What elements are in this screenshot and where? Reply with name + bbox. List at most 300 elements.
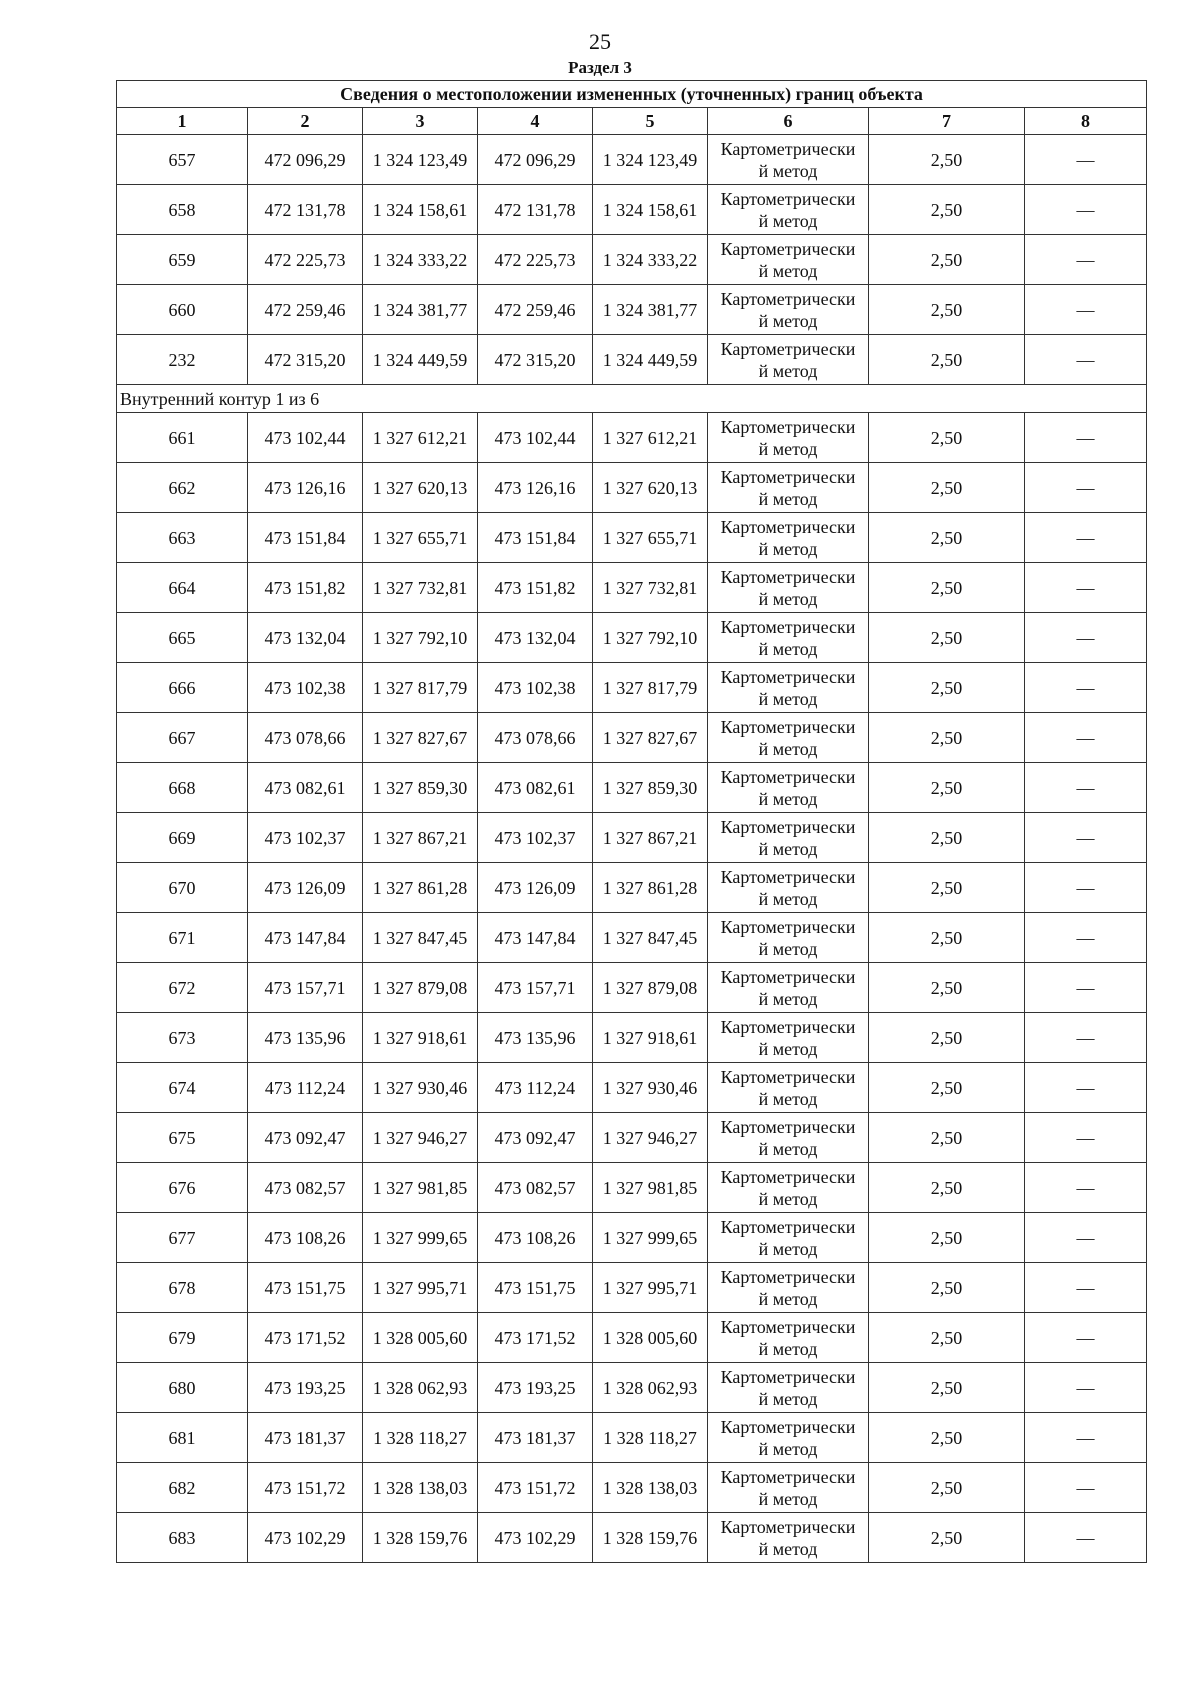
method-text: Картометрически — [720, 466, 856, 487]
x-new-coordinate-cell: 473 078,66 — [478, 713, 593, 763]
precision-cell: 2,50 — [869, 1463, 1025, 1513]
y-new-coordinate-cell: 1 327 981,85 — [593, 1163, 708, 1213]
table-row — [117, 513, 1147, 563]
y-coordinate-cell: 1 327 620,13 — [363, 463, 478, 513]
method-cell — [708, 963, 869, 1013]
y-new-coordinate-cell: 1 327 999,65 — [593, 1213, 708, 1263]
note-cell: — — [1025, 1463, 1147, 1513]
x-coordinate-cell: 473 102,44 — [248, 413, 363, 463]
y-new-coordinate-cell: 1 327 655,71 — [593, 513, 708, 563]
y-coordinate-cell: 1 328 062,93 — [363, 1363, 478, 1413]
x-coordinate-cell: 473 157,71 — [248, 963, 363, 1013]
precision-cell: 2,50 — [869, 1263, 1025, 1313]
method-cell — [708, 1063, 869, 1113]
table-title-row — [117, 81, 1147, 108]
y-new-coordinate-cell: 1 327 879,08 — [593, 963, 708, 1013]
x-coordinate-cell: 472 315,20 — [248, 335, 363, 385]
y-new-coordinate-cell: 1 327 995,71 — [593, 1263, 708, 1313]
precision-cell: 2,50 — [869, 613, 1025, 663]
point-number-cell: 663 — [117, 513, 248, 563]
table-row — [117, 613, 1147, 663]
method-cell — [708, 1163, 869, 1213]
table-row — [117, 813, 1147, 863]
precision-cell: 2,50 — [869, 335, 1025, 385]
method-text: Картометрически — [720, 1516, 856, 1537]
y-new-coordinate-cell: 1 324 449,59 — [593, 335, 708, 385]
y-coordinate-cell: 1 324 333,22 — [363, 235, 478, 285]
y-new-coordinate-cell: 1 327 859,30 — [593, 763, 708, 813]
method-text: Картометрически — [720, 866, 856, 887]
method-text: й метод — [758, 1238, 818, 1259]
x-coordinate-cell: 473 151,84 — [248, 513, 363, 563]
x-new-coordinate-cell: 473 102,37 — [478, 813, 593, 863]
method-text: й метод — [758, 1488, 818, 1509]
x-coordinate-cell: 473 082,57 — [248, 1163, 363, 1213]
method-cell — [708, 863, 869, 913]
precision-cell: 2,50 — [869, 1363, 1025, 1413]
precision-cell: 2,50 — [869, 713, 1025, 763]
point-number-cell: 675 — [117, 1113, 248, 1163]
column-number-row — [117, 108, 1147, 135]
point-number-cell: 232 — [117, 335, 248, 385]
method-text: й метод — [758, 1438, 818, 1459]
x-new-coordinate-cell: 473 108,26 — [478, 1213, 593, 1263]
y-coordinate-cell: 1 327 946,27 — [363, 1113, 478, 1163]
x-coordinate-cell: 473 112,24 — [248, 1063, 363, 1113]
point-number-cell: 669 — [117, 813, 248, 863]
note-cell: — — [1025, 563, 1147, 613]
method-cell — [708, 135, 869, 185]
method-cell — [708, 1413, 869, 1463]
method-text: Картометрически — [720, 1116, 856, 1137]
method-cell — [708, 663, 869, 713]
precision-cell: 2,50 — [869, 185, 1025, 235]
point-number-cell: 662 — [117, 463, 248, 513]
method-text: Картометрически — [720, 566, 856, 587]
note-cell: — — [1025, 963, 1147, 1013]
precision-cell: 2,50 — [869, 1063, 1025, 1113]
x-coordinate-cell: 473 151,72 — [248, 1463, 363, 1513]
method-text: й метод — [758, 210, 818, 231]
column-number: 3 — [363, 108, 478, 135]
point-number-cell: 673 — [117, 1013, 248, 1063]
method-text: Картометрически — [720, 188, 856, 209]
method-cell — [708, 335, 869, 385]
y-coordinate-cell: 1 327 612,21 — [363, 413, 478, 463]
note-cell: — — [1025, 285, 1147, 335]
precision-cell: 2,50 — [869, 663, 1025, 713]
precision-cell: 2,50 — [869, 235, 1025, 285]
method-text: й метод — [758, 738, 818, 759]
y-new-coordinate-cell: 1 327 620,13 — [593, 463, 708, 513]
point-number-cell: 660 — [117, 285, 248, 335]
note-cell: — — [1025, 335, 1147, 385]
y-new-coordinate-cell: 1 327 792,10 — [593, 613, 708, 663]
x-new-coordinate-cell: 473 132,04 — [478, 613, 593, 663]
point-number-cell: 657 — [117, 135, 248, 185]
y-coordinate-cell: 1 327 859,30 — [363, 763, 478, 813]
y-coordinate-cell: 1 327 861,28 — [363, 863, 478, 913]
point-number-cell: 683 — [117, 1513, 248, 1563]
method-text: й метод — [758, 1388, 818, 1409]
column-number: 2 — [248, 108, 363, 135]
x-new-coordinate-cell: 473 151,72 — [478, 1463, 593, 1513]
x-new-coordinate-cell: 473 102,44 — [478, 413, 593, 463]
point-number-cell: 667 — [117, 713, 248, 763]
method-cell — [708, 763, 869, 813]
x-coordinate-cell: 473 092,47 — [248, 1113, 363, 1163]
method-text: Картометрически — [720, 416, 856, 437]
precision-cell: 2,50 — [869, 563, 1025, 613]
note-cell: — — [1025, 863, 1147, 913]
method-text: Картометрически — [720, 1266, 856, 1287]
x-new-coordinate-cell: 473 102,38 — [478, 663, 593, 713]
note-cell: — — [1025, 135, 1147, 185]
y-coordinate-cell: 1 327 867,21 — [363, 813, 478, 863]
x-coordinate-cell: 472 096,29 — [248, 135, 363, 185]
method-text: й метод — [758, 160, 818, 181]
method-text: й метод — [758, 1338, 818, 1359]
table-row — [117, 1263, 1147, 1313]
method-text: Картометрически — [720, 516, 856, 537]
x-new-coordinate-cell: 472 131,78 — [478, 185, 593, 235]
y-coordinate-cell: 1 327 995,71 — [363, 1263, 478, 1313]
point-number-cell: 672 — [117, 963, 248, 1013]
method-text: й метод — [758, 310, 818, 331]
method-cell — [708, 185, 869, 235]
note-cell: — — [1025, 663, 1147, 713]
x-new-coordinate-cell: 473 151,82 — [478, 563, 593, 613]
precision-cell: 2,50 — [869, 913, 1025, 963]
y-coordinate-cell: 1 328 005,60 — [363, 1313, 478, 1363]
method-text: й метод — [758, 438, 818, 459]
precision-cell: 2,50 — [869, 135, 1025, 185]
note-cell: — — [1025, 813, 1147, 863]
y-new-coordinate-cell: 1 328 005,60 — [593, 1313, 708, 1363]
method-cell — [708, 1113, 869, 1163]
method-cell — [708, 1513, 869, 1563]
point-number-cell: 661 — [117, 413, 248, 463]
method-text: й метод — [758, 938, 818, 959]
x-coordinate-cell: 473 151,82 — [248, 563, 363, 613]
method-text: Картометрически — [720, 766, 856, 787]
table-row — [117, 863, 1147, 913]
y-new-coordinate-cell: 1 324 381,77 — [593, 285, 708, 335]
note-cell: — — [1025, 713, 1147, 763]
x-coordinate-cell: 473 132,04 — [248, 613, 363, 663]
x-coordinate-cell: 472 225,73 — [248, 235, 363, 285]
method-text: Картометрически — [720, 616, 856, 637]
method-cell — [708, 1363, 869, 1413]
table-row — [117, 413, 1147, 463]
x-new-coordinate-cell: 473 102,29 — [478, 1513, 593, 1563]
y-coordinate-cell: 1 324 449,59 — [363, 335, 478, 385]
precision-cell: 2,50 — [869, 813, 1025, 863]
point-number-cell: 666 — [117, 663, 248, 713]
y-new-coordinate-cell: 1 327 861,28 — [593, 863, 708, 913]
precision-cell: 2,50 — [869, 413, 1025, 463]
y-coordinate-cell: 1 327 817,79 — [363, 663, 478, 713]
y-new-coordinate-cell: 1 327 732,81 — [593, 563, 708, 613]
precision-cell: 2,50 — [869, 863, 1025, 913]
method-text: Картометрически — [720, 666, 856, 687]
y-coordinate-cell: 1 327 792,10 — [363, 613, 478, 663]
method-text: Картометрически — [720, 1216, 856, 1237]
column-number: 4 — [478, 108, 593, 135]
note-cell: — — [1025, 913, 1147, 963]
point-number-cell: 678 — [117, 1263, 248, 1313]
method-cell — [708, 463, 869, 513]
table-row — [117, 1063, 1147, 1113]
section-title: Раздел 3 — [568, 58, 632, 77]
method-text: й метод — [758, 488, 818, 509]
x-new-coordinate-cell: 473 126,16 — [478, 463, 593, 513]
y-coordinate-cell: 1 327 847,45 — [363, 913, 478, 963]
method-text: Картометрически — [720, 916, 856, 937]
method-cell — [708, 413, 869, 463]
precision-cell: 2,50 — [869, 763, 1025, 813]
method-text: Картометрически — [720, 1416, 856, 1437]
table-row — [117, 463, 1147, 513]
x-coordinate-cell: 473 108,26 — [248, 1213, 363, 1263]
table-row — [117, 913, 1147, 963]
precision-cell: 2,50 — [869, 285, 1025, 335]
point-number-cell: 682 — [117, 1463, 248, 1513]
x-new-coordinate-cell: 472 315,20 — [478, 335, 593, 385]
table-row — [117, 1163, 1147, 1213]
point-number-cell: 668 — [117, 763, 248, 813]
y-new-coordinate-cell: 1 327 817,79 — [593, 663, 708, 713]
column-number: 7 — [869, 108, 1025, 135]
table-row — [117, 135, 1147, 185]
note-cell: — — [1025, 1113, 1147, 1163]
column-number: 5 — [593, 108, 708, 135]
method-text: й метод — [758, 1038, 818, 1059]
x-coordinate-cell: 473 102,38 — [248, 663, 363, 713]
note-cell: — — [1025, 1063, 1147, 1113]
method-text: й метод — [758, 888, 818, 909]
note-cell: — — [1025, 1013, 1147, 1063]
y-coordinate-cell: 1 327 827,67 — [363, 713, 478, 763]
point-number-cell: 664 — [117, 563, 248, 613]
precision-cell: 2,50 — [869, 1113, 1025, 1163]
precision-cell: 2,50 — [869, 1213, 1025, 1263]
x-new-coordinate-cell: 473 151,84 — [478, 513, 593, 563]
table-row — [117, 235, 1147, 285]
x-coordinate-cell: 473 126,09 — [248, 863, 363, 913]
x-new-coordinate-cell: 473 147,84 — [478, 913, 593, 963]
method-text: Картометрически — [720, 1466, 856, 1487]
method-text: й метод — [758, 638, 818, 659]
method-text: Картометрически — [720, 288, 856, 309]
x-coordinate-cell: 473 082,61 — [248, 763, 363, 813]
method-text: й метод — [758, 988, 818, 1009]
method-text: й метод — [758, 1288, 818, 1309]
method-text: Картометрически — [720, 138, 856, 159]
table-row — [117, 663, 1147, 713]
table-row — [117, 563, 1147, 613]
note-cell: — — [1025, 413, 1147, 463]
x-coordinate-cell: 472 131,78 — [248, 185, 363, 235]
method-text: й метод — [758, 360, 818, 381]
table-row — [117, 963, 1147, 1013]
method-text: Картометрически — [720, 1316, 856, 1337]
method-text: й метод — [758, 688, 818, 709]
note-cell: — — [1025, 613, 1147, 663]
precision-cell: 2,50 — [869, 1313, 1025, 1363]
x-coordinate-cell: 473 135,96 — [248, 1013, 363, 1063]
method-text: Картометрически — [720, 1066, 856, 1087]
y-coordinate-cell: 1 327 930,46 — [363, 1063, 478, 1113]
y-coordinate-cell: 1 327 732,81 — [363, 563, 478, 613]
point-number-cell: 681 — [117, 1413, 248, 1463]
table-row — [117, 1463, 1147, 1513]
x-coordinate-cell: 472 259,46 — [248, 285, 363, 335]
y-new-coordinate-cell: 1 327 827,67 — [593, 713, 708, 763]
column-number: 8 — [1025, 108, 1147, 135]
y-coordinate-cell: 1 324 381,77 — [363, 285, 478, 335]
method-text: Картометрически — [720, 1366, 856, 1387]
method-text: Картометрически — [720, 966, 856, 987]
y-coordinate-cell: 1 327 918,61 — [363, 1013, 478, 1063]
method-text: Картометрически — [720, 1016, 856, 1037]
method-text: й метод — [758, 588, 818, 609]
point-number-cell: 670 — [117, 863, 248, 913]
x-new-coordinate-cell: 473 157,71 — [478, 963, 593, 1013]
y-coordinate-cell: 1 328 118,27 — [363, 1413, 478, 1463]
x-new-coordinate-cell: 472 259,46 — [478, 285, 593, 335]
y-new-coordinate-cell: 1 328 118,27 — [593, 1413, 708, 1463]
point-number-cell: 674 — [117, 1063, 248, 1113]
x-coordinate-cell: 473 181,37 — [248, 1413, 363, 1463]
y-coordinate-cell: 1 328 138,03 — [363, 1463, 478, 1513]
method-text: й метод — [758, 838, 818, 859]
note-cell: — — [1025, 1213, 1147, 1263]
method-cell — [708, 563, 869, 613]
table-row — [117, 1113, 1147, 1163]
x-new-coordinate-cell: 473 193,25 — [478, 1363, 593, 1413]
x-coordinate-cell: 473 102,37 — [248, 813, 363, 863]
y-new-coordinate-cell: 1 327 930,46 — [593, 1063, 708, 1113]
note-cell: — — [1025, 1263, 1147, 1313]
x-new-coordinate-cell: 472 225,73 — [478, 235, 593, 285]
method-cell — [708, 1013, 869, 1063]
point-number-cell: 665 — [117, 613, 248, 663]
x-coordinate-cell: 473 171,52 — [248, 1313, 363, 1363]
x-new-coordinate-cell: 473 151,75 — [478, 1263, 593, 1313]
method-text: й метод — [758, 1138, 818, 1159]
method-text: Картометрически — [720, 338, 856, 359]
method-cell — [708, 513, 869, 563]
method-cell — [708, 1213, 869, 1263]
y-new-coordinate-cell: 1 328 159,76 — [593, 1513, 708, 1563]
x-new-coordinate-cell: 473 135,96 — [478, 1013, 593, 1063]
precision-cell: 2,50 — [869, 963, 1025, 1013]
method-text: й метод — [758, 1188, 818, 1209]
x-new-coordinate-cell: 472 096,29 — [478, 135, 593, 185]
x-new-coordinate-cell: 473 171,52 — [478, 1313, 593, 1363]
point-number-cell: 658 — [117, 185, 248, 235]
x-coordinate-cell: 473 078,66 — [248, 713, 363, 763]
method-cell — [708, 1313, 869, 1363]
precision-cell: 2,50 — [869, 1413, 1025, 1463]
y-coordinate-cell: 1 327 999,65 — [363, 1213, 478, 1263]
table-row — [117, 1313, 1147, 1363]
x-new-coordinate-cell: 473 092,47 — [478, 1113, 593, 1163]
method-cell — [708, 813, 869, 863]
y-new-coordinate-cell: 1 327 867,21 — [593, 813, 708, 863]
y-coordinate-cell: 1 324 123,49 — [363, 135, 478, 185]
note-cell: — — [1025, 763, 1147, 813]
method-text: й метод — [758, 538, 818, 559]
table-row — [117, 1513, 1147, 1563]
x-coordinate-cell: 473 193,25 — [248, 1363, 363, 1413]
precision-cell: 2,50 — [869, 1163, 1025, 1213]
x-coordinate-cell: 473 147,84 — [248, 913, 363, 963]
y-new-coordinate-cell: 1 324 158,61 — [593, 185, 708, 235]
note-cell: — — [1025, 1313, 1147, 1363]
y-new-coordinate-cell: 1 324 333,22 — [593, 235, 708, 285]
table-row — [117, 1413, 1147, 1463]
y-coordinate-cell: 1 327 655,71 — [363, 513, 478, 563]
y-coordinate-cell: 1 327 879,08 — [363, 963, 478, 1013]
y-new-coordinate-cell: 1 327 612,21 — [593, 413, 708, 463]
note-cell: — — [1025, 1513, 1147, 1563]
note-cell: — — [1025, 185, 1147, 235]
method-cell — [708, 285, 869, 335]
x-new-coordinate-cell: 473 181,37 — [478, 1413, 593, 1463]
method-cell — [708, 1463, 869, 1513]
table-row — [117, 1013, 1147, 1063]
method-text: Картометрически — [720, 1166, 856, 1187]
y-coordinate-cell: 1 328 159,76 — [363, 1513, 478, 1563]
y-coordinate-cell: 1 324 158,61 — [363, 185, 478, 235]
table-row — [117, 1363, 1147, 1413]
page-number: 25 — [589, 29, 611, 54]
precision-cell: 2,50 — [869, 463, 1025, 513]
x-new-coordinate-cell: 473 112,24 — [478, 1063, 593, 1113]
method-text: Картометрически — [720, 716, 856, 737]
table-row — [117, 185, 1147, 235]
x-new-coordinate-cell: 473 082,57 — [478, 1163, 593, 1213]
note-cell: — — [1025, 235, 1147, 285]
method-text: Картометрически — [720, 816, 856, 837]
note-cell: — — [1025, 513, 1147, 563]
note-cell: — — [1025, 1413, 1147, 1463]
note-cell: — — [1025, 1163, 1147, 1213]
method-cell — [708, 235, 869, 285]
table-row — [117, 713, 1147, 763]
y-new-coordinate-cell: 1 324 123,49 — [593, 135, 708, 185]
note-cell: — — [1025, 463, 1147, 513]
x-new-coordinate-cell: 473 082,61 — [478, 763, 593, 813]
method-text: Картометрически — [720, 238, 856, 259]
contour-row — [117, 385, 1147, 413]
point-number-cell: 659 — [117, 235, 248, 285]
column-number: 6 — [708, 108, 869, 135]
point-number-cell: 680 — [117, 1363, 248, 1413]
table-row — [117, 285, 1147, 335]
table-row — [117, 1213, 1147, 1263]
precision-cell: 2,50 — [869, 513, 1025, 563]
y-new-coordinate-cell: 1 327 847,45 — [593, 913, 708, 963]
x-coordinate-cell: 473 151,75 — [248, 1263, 363, 1313]
table-row — [117, 763, 1147, 813]
method-text: й метод — [758, 1538, 818, 1559]
contour-label: Внутренний контур 1 из 6 — [117, 385, 1147, 413]
method-cell — [708, 1263, 869, 1313]
note-cell: — — [1025, 1363, 1147, 1413]
